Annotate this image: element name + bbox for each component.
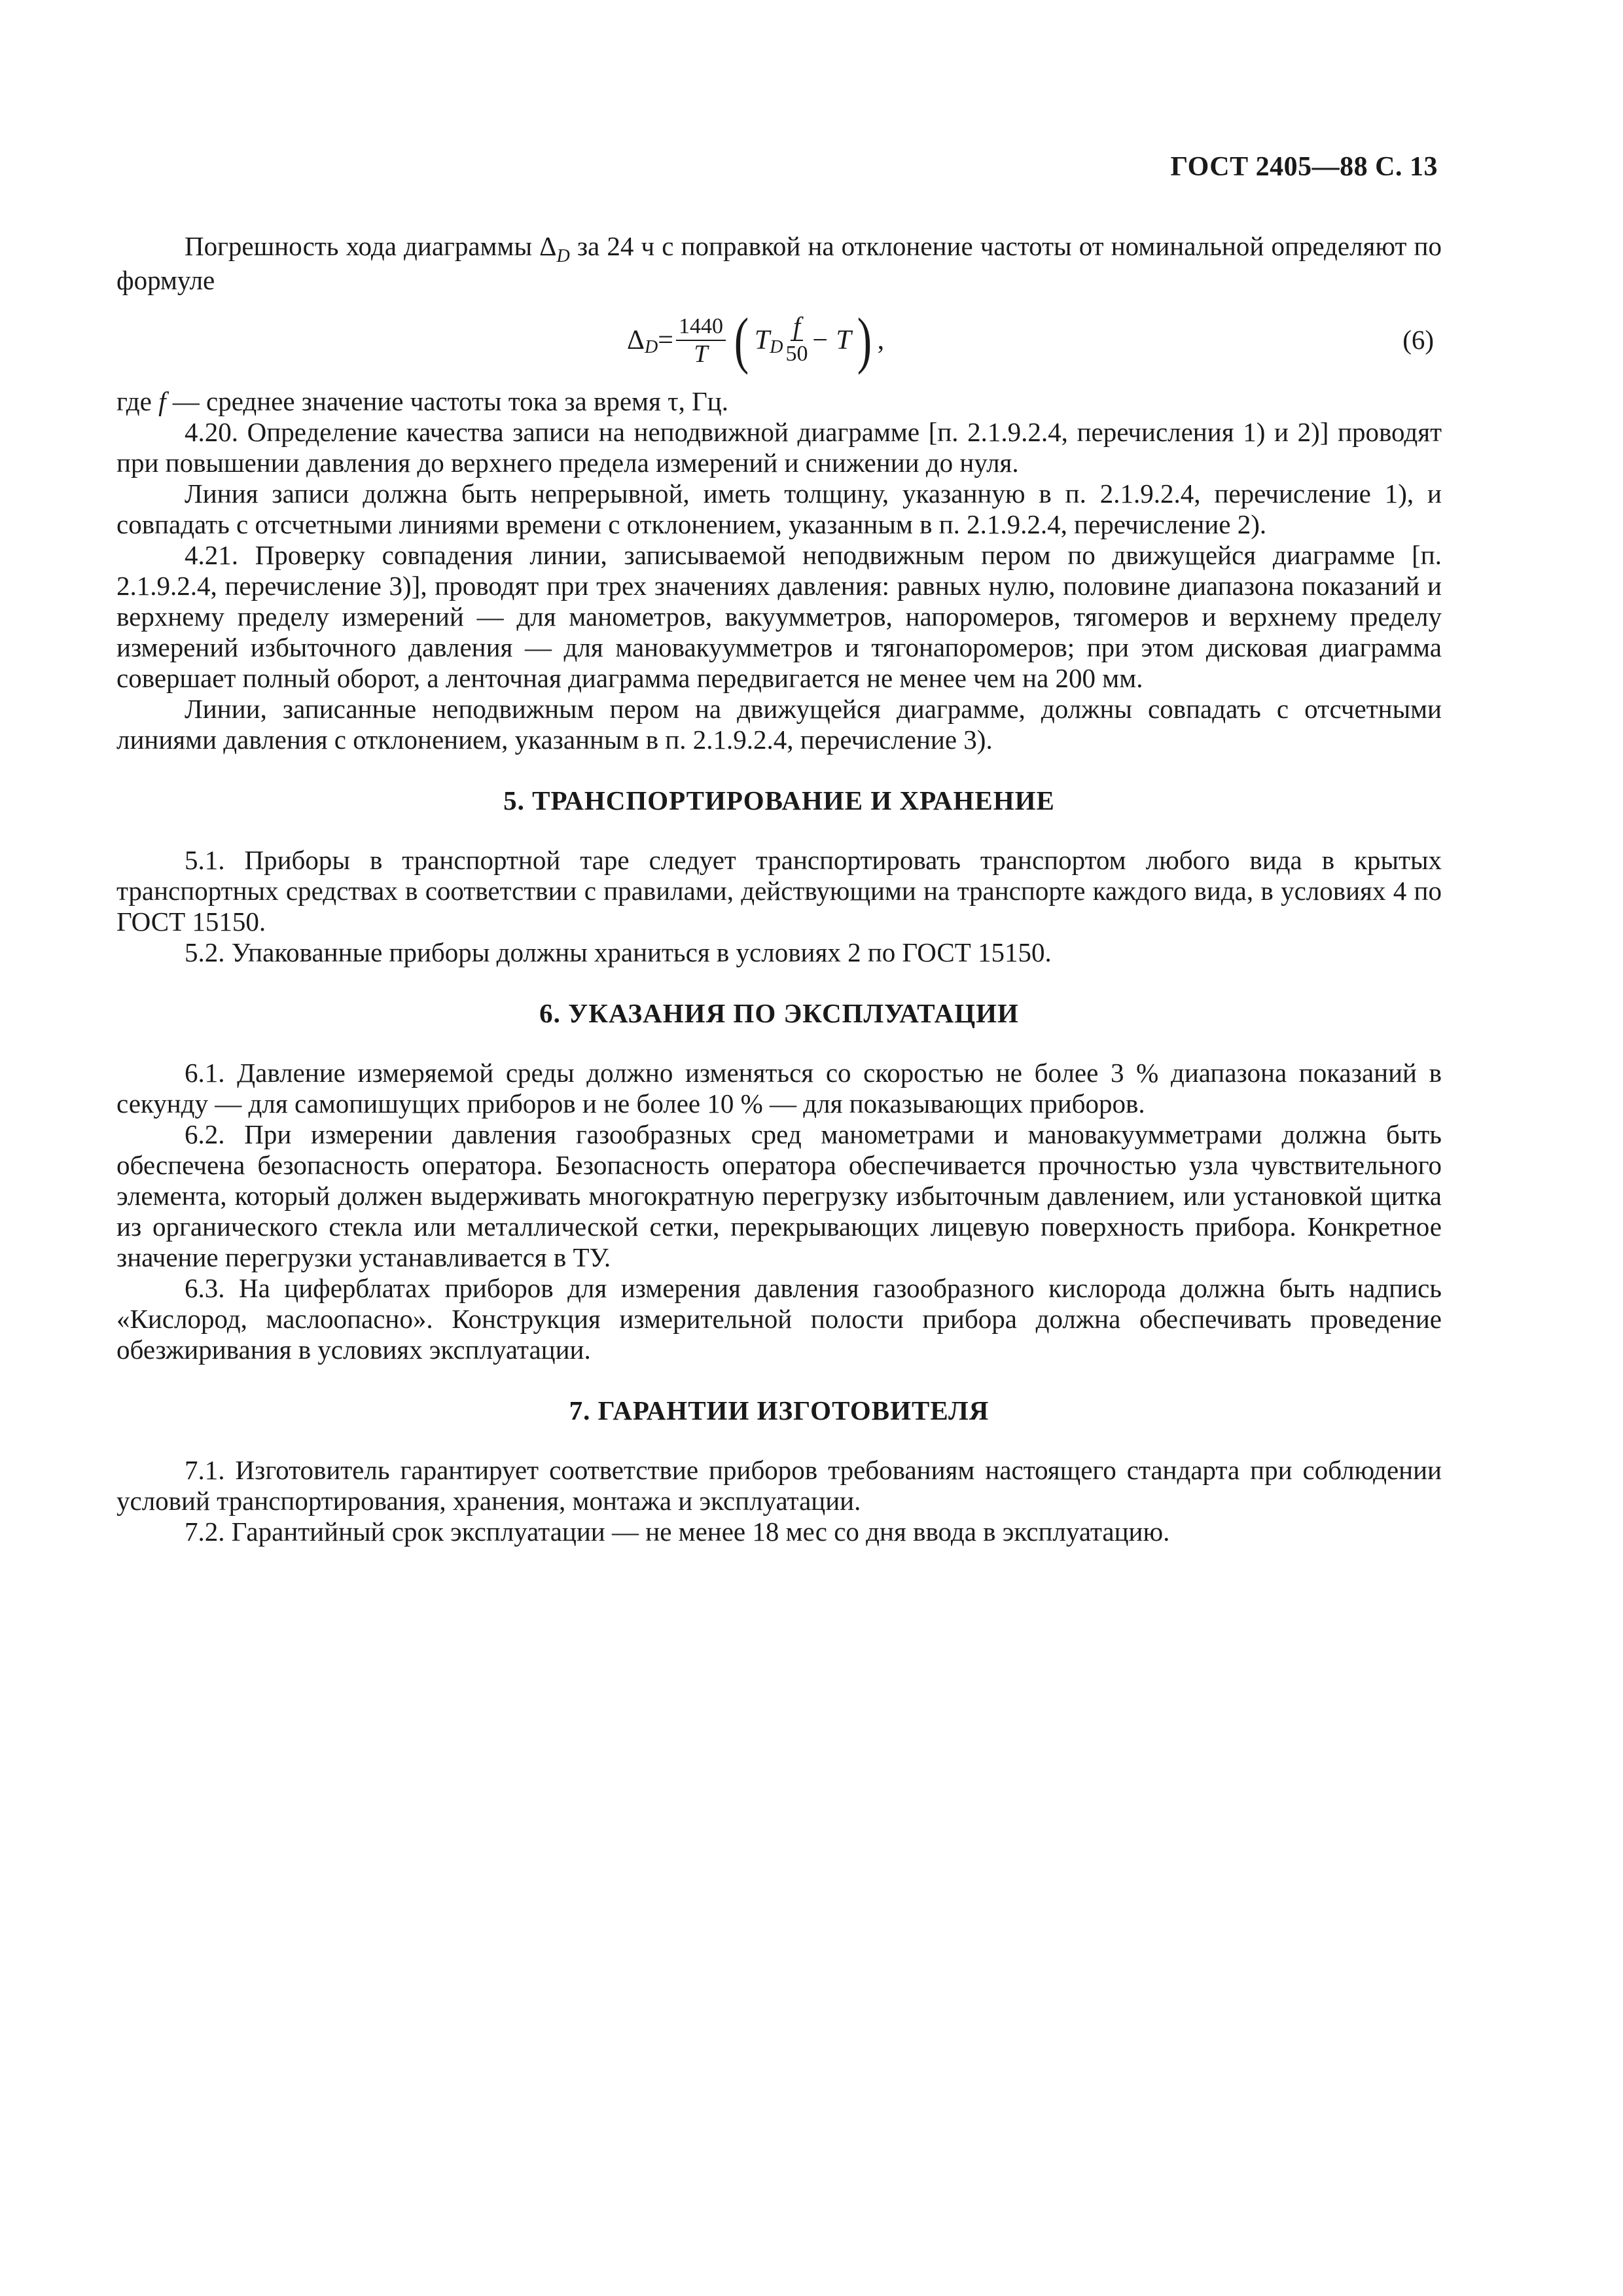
paragraph-5-1: 5.1. Приборы в транспортной таре следует транспортировать транспортом любого вида в крытых транспортных средствах в соответствии с правилами, действующими на транспорте каждого вида, в условиях 4 по ГОСТ 15150. — [116, 845, 1442, 937]
where-text: — среднее значение частоты тока за время τ, Гц. — [166, 386, 728, 416]
formula-6 — [116, 296, 1442, 386]
formula-lhs-subscript: D — [645, 336, 658, 357]
paragraph-4-21: 4.21. Проверку совпадения линии, записываемой неподвижным пером по движущейся диаграмме [п. 2.1.9.2.4, перечисление 3)], проводят при трех значениях давления: равных нулю, половине диапазона показаний и верхнему пределу измерений — для манометров, вакуумметров, напоромеров, тягомеров и верхнему пределу измерений избыточного давления — для мановакуумметров и тягонапоромеров; при этом дисковая диаграмма совершает полный оборот, а ленточная диаграмма передвигается не менее чем на 200 мм. — [116, 540, 1442, 693]
paragraph-5-2: 5.2. Упакованные приборы должны храниться в условиях 2 по ГОСТ 15150. — [185, 937, 1052, 967]
formula-equals: = — [658, 325, 673, 355]
intro-paragraph — [116, 231, 1442, 296]
formula-comma: , — [877, 325, 885, 355]
section-7-title: 7. ГАРАНТИИ ИЗГОТОВИТЕЛЯ — [569, 1395, 990, 1426]
intro-subscript: D — [556, 246, 570, 266]
page-header: ГОСТ 2405—88 С. 13 — [1170, 152, 1438, 182]
formula-td: T — [754, 325, 770, 355]
formula-lhs: Δ — [627, 325, 645, 355]
paragraph-4-20: 4.20. Определение качества записи на неподвижной диаграмме [п. 2.1.9.2.4, перечисления 1) и 2)] проводят при повышении давления до верхнего предела измерений и снижении до нуля. — [116, 417, 1442, 478]
fraction-f-over-50 — [786, 314, 808, 367]
page-content — [116, 231, 1442, 1547]
where-variable: f — [158, 386, 166, 416]
fraction-denominator: 50 — [785, 342, 808, 366]
paragraph-4-20-b: Линия записи должна быть непрерывной, иметь толщину, указанную в п. 2.1.9.2.4, перечисление 1), и совпадать с отсчетными линиями времени с отклонением, указанным в п. 2.1.9.2.4, перечисление 2). — [116, 478, 1442, 539]
fraction-denominator: T — [694, 340, 708, 368]
formula-expression — [627, 298, 884, 382]
fraction-numerator: 1440 — [676, 314, 726, 341]
formula-minus-t: − T — [810, 325, 851, 355]
intro-text: Погрешность хода диаграммы Δ — [185, 231, 557, 261]
where-line — [116, 386, 1442, 417]
paragraph-6-3: 6.3. На циферблатах приборов для измерения давления газообразного кислорода должна быть надпись «Кислород, маслоопасно». Конструкция измерительной полости прибора должна обеспечивать проведение обезжиривания в условиях эксплуатации. — [116, 1273, 1442, 1365]
paragraph-7-2: 7.2. Гарантийный срок эксплуатации — не менее 18 мес со дня ввода в эксплуатацию. — [185, 1516, 1170, 1547]
paragraph-6-2: 6.2. При измерении давления газообразных сред манометрами и мановакуумметрами должна быть обеспечена безопасность оператора. Безопасность оператора обеспечивается прочностью узла чувствительного элемента, который должен выдерживать многократную перегрузку избыточным давлением, или установкой щитка из органического стекла или металлической сетки, перекрывающих лицевую поверхность прибора. Конкретное значение перегрузки устанавливается в ТУ. — [116, 1119, 1442, 1272]
intro-rest-text: за 24 ч с поправкой на отклонение частоты от номинальной определяют по формуле — [116, 231, 1442, 295]
paragraph-7-1: 7.1. Изготовитель гарантирует соответствие приборов требованиям настоящего стандарта при соблюдении условий транспортирования, хранения, монтажа и эксплуатации. — [116, 1455, 1442, 1516]
where-prefix: где — [116, 386, 159, 416]
formula-number: (6) — [1402, 325, 1434, 355]
paragraph-6-1: 6.1. Давление измеряемой среды должно изменяться со скоростью не более 3 % диапазона показаний в секунду — для самопишущих приборов и не более 10 % — для показывающих приборов. — [116, 1058, 1442, 1119]
section-6-title: 6. УКАЗАНИЯ ПО ЭКСПЛУАТАЦИИ — [539, 998, 1019, 1028]
section-5-title: 5. ТРАНСПОРТИРОВАНИЕ И ХРАНЕНИЕ — [503, 785, 1055, 816]
open-paren: ( — [734, 305, 749, 375]
fraction-1440-over-t — [676, 314, 726, 367]
formula-td-subscript: D — [770, 336, 783, 357]
paragraph-4-21-b: Линии, записанные неподвижным пером на движущейся диаграмме, должны совпадать с отсчетными линиями давления с отклонением, указанным в п. 2.1.9.2.4, перечисление 3). — [116, 694, 1442, 755]
close-paren: ) — [857, 305, 872, 375]
fraction-numerator: f — [791, 314, 803, 341]
